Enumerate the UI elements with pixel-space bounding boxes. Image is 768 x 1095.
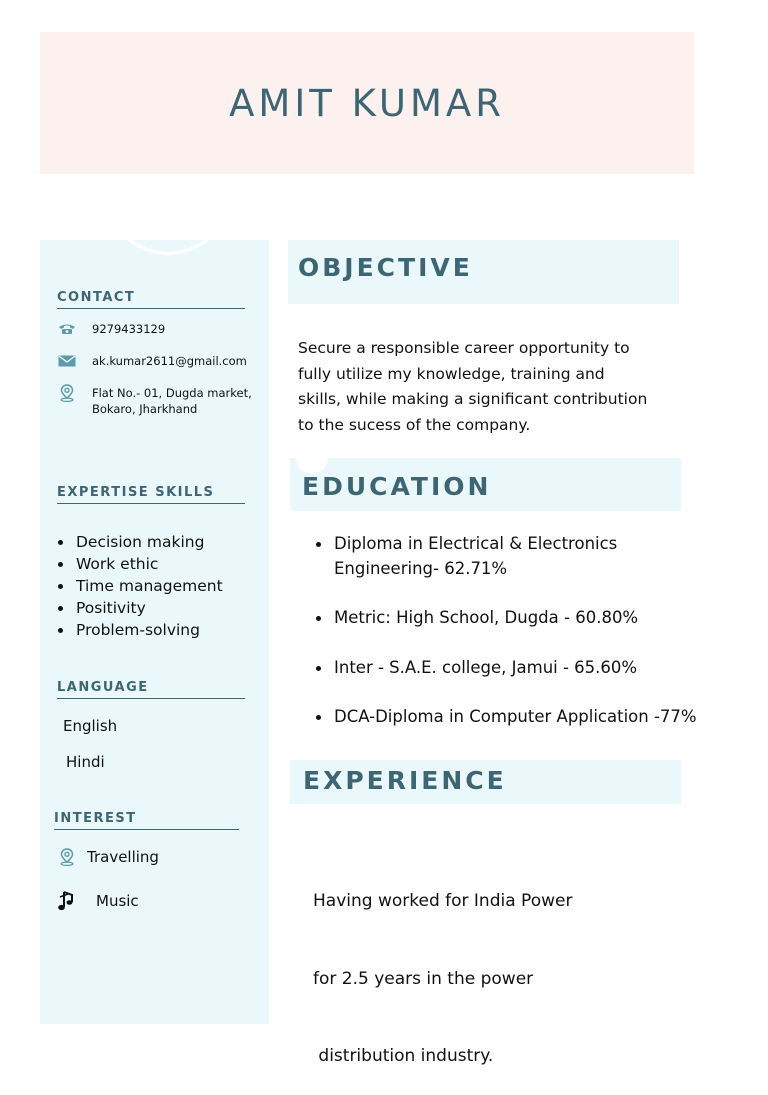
skill-item: Work ethic bbox=[57, 553, 223, 575]
skill-item: Positivity bbox=[57, 597, 223, 619]
education-heading: EDUCATION bbox=[302, 472, 492, 501]
objective-line: to the sucess of the company. bbox=[298, 416, 531, 435]
education-line: Inter - S.A.E. college, Jamui - 65.60% bbox=[334, 657, 638, 677]
experience-line: for 2.5 years in the power bbox=[313, 968, 534, 989]
objective-line: skills, while making a significant contribution bbox=[298, 390, 648, 409]
address-line-2: Bokaro, Jharkhand bbox=[92, 402, 198, 416]
phone-number: 9279433129 bbox=[92, 322, 166, 336]
language-item: Hindi bbox=[66, 753, 105, 771]
skills-list bbox=[57, 531, 223, 641]
education-item bbox=[316, 532, 697, 581]
contact-address-row bbox=[57, 385, 262, 417]
sidebar bbox=[40, 240, 269, 1024]
objective-heading: OBJECTIVE bbox=[298, 253, 473, 282]
candidate-name: AMIT KUMAR bbox=[229, 81, 505, 125]
envelope-icon bbox=[57, 353, 77, 369]
contact-email-row bbox=[57, 353, 262, 369]
objective-text bbox=[298, 336, 647, 439]
education-line: Diploma in Electrical & Electronics bbox=[334, 534, 618, 553]
interest-label: Travelling bbox=[87, 848, 159, 866]
address-line-1: Flat No.- 01, Dugda market, bbox=[92, 386, 252, 400]
language-heading: LANGUAGE bbox=[57, 680, 245, 699]
education-item bbox=[316, 705, 697, 730]
objective-line: fully utilize my knowledge, training and bbox=[298, 364, 605, 383]
education-line: Engineering- 62.71% bbox=[334, 558, 508, 578]
education-line: Metric: High School, Dugda - 60.80% bbox=[334, 608, 639, 627]
decorative-arc bbox=[98, 240, 238, 255]
skills-heading: EXPERTISE SKILLS bbox=[57, 485, 245, 504]
interest-music-row bbox=[57, 888, 139, 914]
email-address: ak.kumar2611@gmail.com bbox=[92, 354, 247, 368]
experience-line: distribution industry. bbox=[313, 1045, 494, 1066]
skill-item: Decision making bbox=[57, 531, 223, 553]
contact-phone-row bbox=[57, 321, 262, 337]
education-item bbox=[316, 606, 697, 631]
location-pin-icon bbox=[57, 385, 77, 401]
objective-line: Secure a responsible career opportunity to bbox=[298, 339, 630, 357]
experience-line: Having worked for India Power bbox=[313, 891, 573, 912]
interest-travelling-row bbox=[57, 848, 159, 866]
phone-icon bbox=[57, 321, 77, 337]
education-line: DCA-Diploma in Computer Application -77% bbox=[334, 707, 697, 726]
skill-item: Problem-solving bbox=[57, 619, 223, 641]
music-note-icon bbox=[57, 888, 77, 914]
experience-heading: EXPERIENCE bbox=[303, 766, 507, 795]
education-item bbox=[316, 656, 697, 681]
address bbox=[92, 385, 252, 417]
contact-heading: CONTACT bbox=[57, 290, 245, 309]
education-list bbox=[316, 532, 697, 755]
language-item: English bbox=[63, 717, 118, 735]
interest-heading: INTEREST bbox=[54, 811, 239, 830]
interest-label: Music bbox=[96, 892, 139, 910]
experience-text bbox=[313, 838, 572, 1095]
skill-item: Time management bbox=[57, 575, 223, 597]
location-pin-icon bbox=[57, 848, 77, 866]
name-banner bbox=[40, 32, 694, 174]
